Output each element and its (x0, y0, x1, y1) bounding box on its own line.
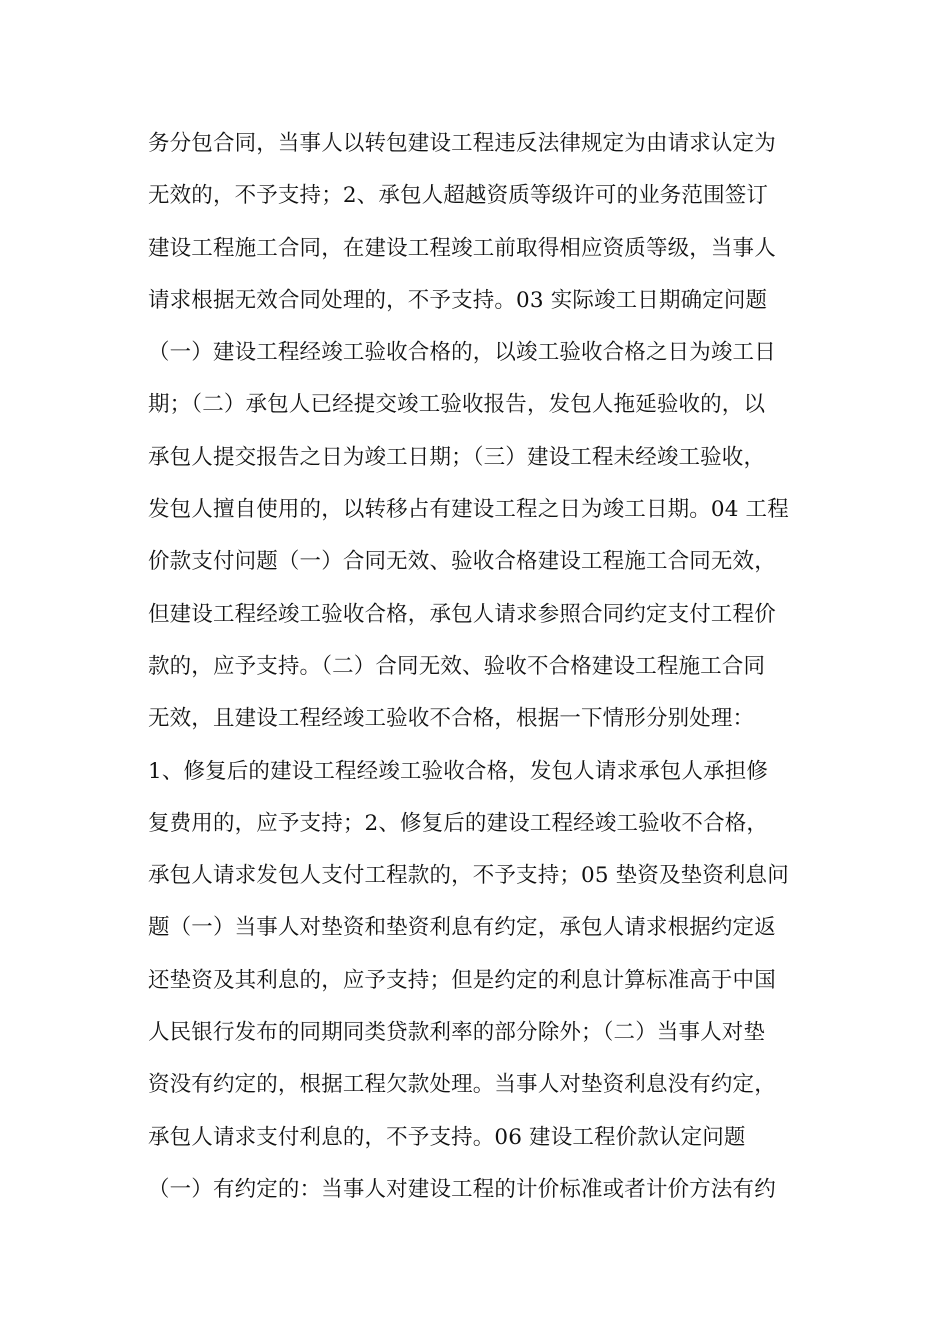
text-line: 1、修复后的建设工程经竣工验收合格，发包人请求承包人承担修 (148, 758, 769, 784)
text-line: 复费用的，应予支持；2、修复后的建设工程经竣工验收不合格， (148, 810, 769, 836)
text-line: 价款支付问题（一）合同无效、验收合格建设工程施工合同无效， (148, 549, 776, 575)
text-line: 款的，应予支持。（二）合同无效、验收不合格建设工程施工合同 (148, 653, 766, 679)
text-line: 但建设工程经竣工验收合格，承包人请求参照合同约定支付工程价 (148, 601, 776, 627)
text-line: 承包人请求支付利息的，不予支持。06 建设工程价款认定问题 (148, 1124, 746, 1150)
text-line: 人民银行发布的同期同类贷款利率的部分除外；（二）当事人对垫 (148, 1020, 766, 1046)
text-line: 承包人提交报告之日为竣工日期；（三）建设工程未经竣工验收， (148, 444, 766, 470)
text-line: （一）有约定的：当事人对建设工程的计价标准或者计价方法有约 (148, 1176, 776, 1202)
body-text (148, 118, 808, 1216)
text-line: 发包人擅自使用的，以转移占有建设工程之日为竣工日期。04 工程 (148, 497, 789, 523)
text-line: 务分包合同，当事人以转包建设工程违反法律规定为由请求认定为 (148, 131, 776, 156)
text-line: 题（一）当事人对垫资和垫资利息有约定，承包人请求根据约定返 (148, 915, 776, 941)
text-line: 无效，且建设工程经竣工验收不合格，根据一下情形分别处理： (148, 706, 755, 732)
text-line: 承包人请求发包人支付工程款的，不予支持；05 垫资及垫资利息问 (148, 863, 789, 889)
text-line: （一）建设工程经竣工验收合格的，以竣工验收合格之日为竣工日 (148, 340, 776, 366)
text-line: 期；（二）承包人已经提交竣工验收报告，发包人拖延验收的，以 (148, 392, 766, 418)
text-line: 无效的，不予支持；2、承包人超越资质等级许可的业务范围签订 (148, 183, 769, 209)
text-line: 还垫资及其利息的，应予支持；但是约定的利息计算标准高于中国 (148, 967, 776, 993)
text-line: 请求根据无效合同处理的，不予支持。03 实际竣工日期确定问题 (148, 287, 768, 313)
text-line: 资没有约定的，根据工程欠款处理。当事人对垫资利息没有约定， (148, 1072, 776, 1098)
text-line: 建设工程施工合同，在建设工程竣工前取得相应资质等级，当事人 (148, 235, 776, 261)
